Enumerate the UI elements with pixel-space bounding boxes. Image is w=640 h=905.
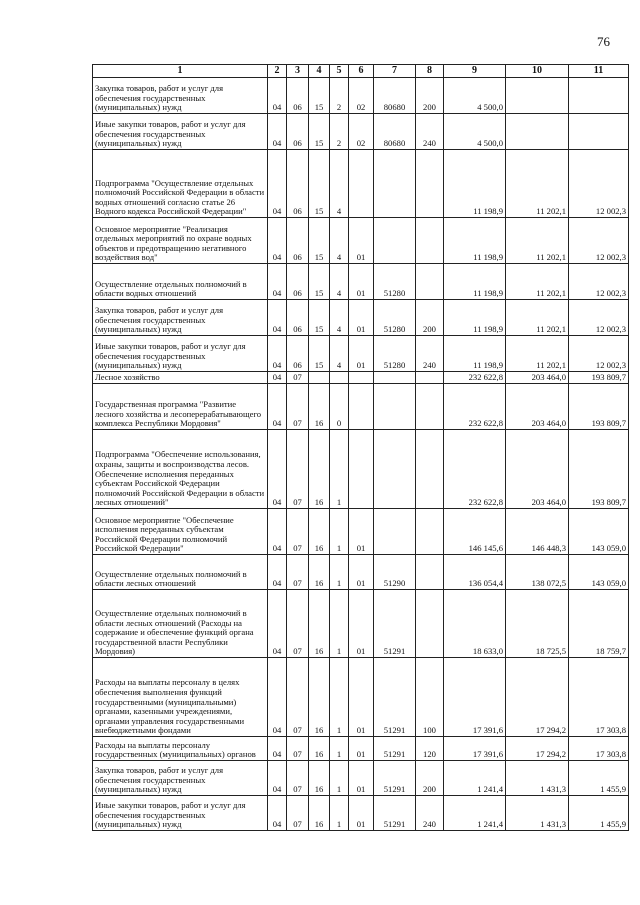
amount-cell-10: 1 431,3: [506, 796, 569, 831]
row-name-cell: Закупка товаров, работ и услуг для обеспечения государственных (муниципальных) нужд: [93, 300, 268, 336]
amount-cell-10: 11 202,1: [506, 264, 569, 300]
amount-cell-9: 17 391,6: [444, 658, 506, 737]
code-cell-6: 01: [349, 555, 374, 590]
column-header-8: 8: [416, 65, 444, 78]
code-cell-8: [416, 509, 444, 555]
table-row: [93, 430, 629, 509]
table-row: [93, 372, 629, 384]
code-cell-8: 200: [416, 300, 444, 336]
code-cell-6: 01: [349, 658, 374, 737]
code-cell-6: 02: [349, 78, 374, 114]
code-cell-2: 04: [268, 372, 287, 384]
table-row: [93, 737, 629, 761]
amount-cell-11: 12 002,3: [569, 264, 629, 300]
table-row: [93, 114, 629, 150]
code-cell-5: 4: [330, 300, 349, 336]
code-cell-2: 04: [268, 658, 287, 737]
amount-cell-9: 4 500,0: [444, 114, 506, 150]
code-cell-5: 2: [330, 78, 349, 114]
code-cell-6: [349, 430, 374, 509]
row-name-cell: Расходы на выплаты персоналу в целях обеспечения выполнения функций государственными (муниципальными) органами, казенными учреждениями, органами управления государственными внебюджетными фондами: [93, 658, 268, 737]
amount-cell-11: 143 059,0: [569, 509, 629, 555]
code-cell-3: 07: [287, 761, 309, 796]
code-cell-6: 01: [349, 796, 374, 831]
code-cell-7: 51291: [374, 761, 416, 796]
code-cell-2: 04: [268, 737, 287, 761]
row-name-cell: Иные закупки товаров, работ и услуг для обеспечения государственных (муниципальных) нужд: [93, 114, 268, 150]
code-cell-5: 4: [330, 218, 349, 264]
amount-cell-10: [506, 114, 569, 150]
code-cell-6: 01: [349, 509, 374, 555]
table-row: [93, 150, 629, 218]
row-name-cell: Государственная программа "Развитие лесного хозяйства и лесоперерабатывающего комплекса Республики Мордовия": [93, 384, 268, 430]
code-cell-3: 07: [287, 796, 309, 831]
code-cell-8: 120: [416, 737, 444, 761]
table-row: [93, 796, 629, 831]
table-row: [93, 300, 629, 336]
code-cell-5: 2: [330, 114, 349, 150]
code-cell-8: [416, 430, 444, 509]
code-cell-2: 04: [268, 264, 287, 300]
amount-cell-9: 1 241,4: [444, 761, 506, 796]
code-cell-2: 04: [268, 509, 287, 555]
code-cell-2: 04: [268, 384, 287, 430]
code-cell-8: 200: [416, 761, 444, 796]
amount-cell-9: 11 198,9: [444, 150, 506, 218]
code-cell-5: 1: [330, 509, 349, 555]
code-cell-7: 51280: [374, 300, 416, 336]
code-cell-5: 4: [330, 150, 349, 218]
code-cell-3: 06: [287, 218, 309, 264]
code-cell-5: 1: [330, 430, 349, 509]
code-cell-4: 15: [309, 114, 330, 150]
code-cell-7: 51280: [374, 264, 416, 300]
amount-cell-11: 12 002,3: [569, 336, 629, 372]
code-cell-8: [416, 150, 444, 218]
code-cell-6: 01: [349, 590, 374, 658]
amount-cell-10: 11 202,1: [506, 150, 569, 218]
column-header-10: 10: [506, 65, 569, 78]
amount-cell-9: 136 054,4: [444, 555, 506, 590]
code-cell-3: 07: [287, 658, 309, 737]
code-cell-5: 1: [330, 590, 349, 658]
code-cell-3: 06: [287, 114, 309, 150]
code-cell-8: [416, 218, 444, 264]
code-cell-5: 1: [330, 796, 349, 831]
code-cell-5: 1: [330, 737, 349, 761]
code-cell-3: 06: [287, 78, 309, 114]
code-cell-7: [374, 372, 416, 384]
amount-cell-9: 232 622,8: [444, 430, 506, 509]
amount-cell-9: 11 198,9: [444, 336, 506, 372]
code-cell-5: 4: [330, 336, 349, 372]
code-cell-6: 02: [349, 114, 374, 150]
column-header-2: 2: [268, 65, 287, 78]
code-cell-8: [416, 264, 444, 300]
code-cell-4: 15: [309, 218, 330, 264]
code-cell-3: 07: [287, 555, 309, 590]
row-name-cell: Расходы на выплаты персоналу государственных (муниципальных) органов: [93, 737, 268, 761]
code-cell-5: 1: [330, 761, 349, 796]
amount-cell-10: 17 294,2: [506, 658, 569, 737]
row-name-cell: Закупка товаров, работ и услуг для обеспечения государственных (муниципальных) нужд: [93, 761, 268, 796]
code-cell-7: [374, 150, 416, 218]
amount-cell-9: 4 500,0: [444, 78, 506, 114]
code-cell-3: 07: [287, 372, 309, 384]
code-cell-2: 04: [268, 114, 287, 150]
code-cell-7: 80680: [374, 78, 416, 114]
amount-cell-10: 203 464,0: [506, 430, 569, 509]
amount-cell-10: 11 202,1: [506, 336, 569, 372]
page-number: 76: [597, 34, 610, 49]
column-header-7: 7: [374, 65, 416, 78]
code-cell-7: [374, 384, 416, 430]
code-cell-7: 51291: [374, 737, 416, 761]
table-row: [93, 336, 629, 372]
amount-cell-10: 203 464,0: [506, 372, 569, 384]
code-cell-4: 16: [309, 509, 330, 555]
amount-cell-10: 18 725,5: [506, 590, 569, 658]
amount-cell-9: 232 622,8: [444, 384, 506, 430]
code-cell-4: 16: [309, 796, 330, 831]
amount-cell-9: 18 633,0: [444, 590, 506, 658]
code-cell-3: 07: [287, 509, 309, 555]
code-cell-8: 240: [416, 796, 444, 831]
budget-table: [92, 64, 629, 831]
amount-cell-11: 193 809,7: [569, 384, 629, 430]
code-cell-5: 1: [330, 555, 349, 590]
code-cell-8: [416, 555, 444, 590]
code-cell-6: 01: [349, 737, 374, 761]
row-name-cell: Осуществление отдельных полномочий в области водных отношений: [93, 264, 268, 300]
column-header-9: 9: [444, 65, 506, 78]
column-header-5: 5: [330, 65, 349, 78]
amount-cell-11: 12 002,3: [569, 300, 629, 336]
code-cell-5: 4: [330, 264, 349, 300]
amount-cell-11: 193 809,7: [569, 372, 629, 384]
code-cell-6: 01: [349, 264, 374, 300]
amount-cell-9: 232 622,8: [444, 372, 506, 384]
row-name-cell: Подпрограмма "Обеспечение использования, охраны, защиты и воспроизводства лесов. Обеспечение исполнения переданных субъектам Российской Федерации полномочий Российской Федерации в области лесных отношений": [93, 430, 268, 509]
table-row: [93, 78, 629, 114]
amount-cell-9: 11 198,9: [444, 218, 506, 264]
code-cell-5: 1: [330, 658, 349, 737]
code-cell-8: [416, 384, 444, 430]
row-name-cell: Иные закупки товаров, работ и услуг для обеспечения государственных (муниципальных) нужд: [93, 796, 268, 831]
amount-cell-9: 146 145,6: [444, 509, 506, 555]
code-cell-4: 16: [309, 430, 330, 509]
row-name-cell: Закупка товаров, работ и услуг для обеспечения государственных (муниципальных) нужд: [93, 78, 268, 114]
table-row: [93, 658, 629, 737]
amount-cell-11: 12 002,3: [569, 218, 629, 264]
row-name-cell: Осуществление отдельных полномочий в области лесных отношений: [93, 555, 268, 590]
table-row: [93, 590, 629, 658]
amount-cell-10: 11 202,1: [506, 218, 569, 264]
code-cell-3: 07: [287, 590, 309, 658]
code-cell-5: 0: [330, 384, 349, 430]
amount-cell-9: 11 198,9: [444, 264, 506, 300]
code-cell-6: [349, 384, 374, 430]
row-name-cell: Лесное хозяйство: [93, 372, 268, 384]
code-cell-4: [309, 372, 330, 384]
code-cell-3: 07: [287, 384, 309, 430]
code-cell-6: [349, 150, 374, 218]
code-cell-7: [374, 218, 416, 264]
amount-cell-11: 143 059,0: [569, 555, 629, 590]
amount-cell-9: 1 241,4: [444, 796, 506, 831]
code-cell-7: 51291: [374, 658, 416, 737]
row-name-cell: Осуществление отдельных полномочий в области лесных отношений (Расходы на содержание и обеспечение функций органа государственной власти Республики Мордовия): [93, 590, 268, 658]
code-cell-6: [349, 372, 374, 384]
code-cell-4: 15: [309, 336, 330, 372]
amount-cell-11: 12 002,3: [569, 150, 629, 218]
table-header-row: [93, 65, 629, 78]
code-cell-8: 200: [416, 78, 444, 114]
amount-cell-10: 11 202,1: [506, 300, 569, 336]
code-cell-4: 16: [309, 761, 330, 796]
code-cell-2: 04: [268, 218, 287, 264]
code-cell-2: 04: [268, 761, 287, 796]
code-cell-6: 01: [349, 218, 374, 264]
amount-cell-11: 1 455,9: [569, 761, 629, 796]
code-cell-3: 06: [287, 300, 309, 336]
row-name-cell: Основное мероприятие "Обеспечение исполнения переданных субъектам Российской Федерации полномочий Российской Федерации": [93, 509, 268, 555]
amount-cell-9: 11 198,9: [444, 300, 506, 336]
code-cell-6: 01: [349, 300, 374, 336]
column-header-6: 6: [349, 65, 374, 78]
code-cell-7: 51291: [374, 590, 416, 658]
amount-cell-10: 1 431,3: [506, 761, 569, 796]
table-row: [93, 218, 629, 264]
code-cell-3: 06: [287, 336, 309, 372]
code-cell-2: 04: [268, 555, 287, 590]
code-cell-4: 16: [309, 384, 330, 430]
column-header-1: 1: [93, 65, 268, 78]
amount-cell-9: 17 391,6: [444, 737, 506, 761]
code-cell-2: 04: [268, 430, 287, 509]
table-row: [93, 264, 629, 300]
code-cell-6: 01: [349, 761, 374, 796]
code-cell-6: 01: [349, 336, 374, 372]
row-name-cell: Основное мероприятие "Реализация отдельных мероприятий по охране водных объектов и предотвращению негативного воздействия вод": [93, 218, 268, 264]
table-row: [93, 555, 629, 590]
code-cell-5: [330, 372, 349, 384]
code-cell-3: 06: [287, 150, 309, 218]
amount-cell-11: 193 809,7: [569, 430, 629, 509]
amount-cell-10: 203 464,0: [506, 384, 569, 430]
code-cell-4: 16: [309, 555, 330, 590]
table-row: [93, 509, 629, 555]
code-cell-7: 51290: [374, 555, 416, 590]
code-cell-2: 04: [268, 150, 287, 218]
amount-cell-10: 17 294,2: [506, 737, 569, 761]
amount-cell-11: [569, 78, 629, 114]
code-cell-2: 04: [268, 336, 287, 372]
table-row: [93, 761, 629, 796]
code-cell-4: 15: [309, 300, 330, 336]
column-header-4: 4: [309, 65, 330, 78]
amount-cell-11: 17 303,8: [569, 658, 629, 737]
code-cell-2: 04: [268, 796, 287, 831]
code-cell-8: 100: [416, 658, 444, 737]
code-cell-4: 15: [309, 78, 330, 114]
column-header-3: 3: [287, 65, 309, 78]
code-cell-8: 240: [416, 114, 444, 150]
code-cell-4: 16: [309, 658, 330, 737]
code-cell-8: [416, 372, 444, 384]
amount-cell-11: 17 303,8: [569, 737, 629, 761]
code-cell-7: [374, 509, 416, 555]
code-cell-8: 240: [416, 336, 444, 372]
amount-cell-11: [569, 114, 629, 150]
amount-cell-10: [506, 78, 569, 114]
amount-cell-11: 1 455,9: [569, 796, 629, 831]
code-cell-7: 51291: [374, 796, 416, 831]
code-cell-3: 07: [287, 737, 309, 761]
code-cell-8: [416, 590, 444, 658]
code-cell-3: 06: [287, 264, 309, 300]
code-cell-7: 80680: [374, 114, 416, 150]
code-cell-4: 15: [309, 264, 330, 300]
code-cell-2: 04: [268, 78, 287, 114]
code-cell-4: 16: [309, 590, 330, 658]
table-row: [93, 384, 629, 430]
code-cell-4: 15: [309, 150, 330, 218]
code-cell-2: 04: [268, 300, 287, 336]
amount-cell-10: 146 448,3: [506, 509, 569, 555]
amount-cell-10: 138 072,5: [506, 555, 569, 590]
code-cell-2: 04: [268, 590, 287, 658]
row-name-cell: Подпрограмма "Осуществление отдельных полномочий Российской Федерации в области водных отношений согласно статье 26 Водного кодекса Российской Федерации": [93, 150, 268, 218]
row-name-cell: Иные закупки товаров, работ и услуг для обеспечения государственных (муниципальных) нужд: [93, 336, 268, 372]
code-cell-4: 16: [309, 737, 330, 761]
code-cell-7: [374, 430, 416, 509]
code-cell-7: 51280: [374, 336, 416, 372]
amount-cell-11: 18 759,7: [569, 590, 629, 658]
column-header-11: 11: [569, 65, 629, 78]
code-cell-3: 07: [287, 430, 309, 509]
